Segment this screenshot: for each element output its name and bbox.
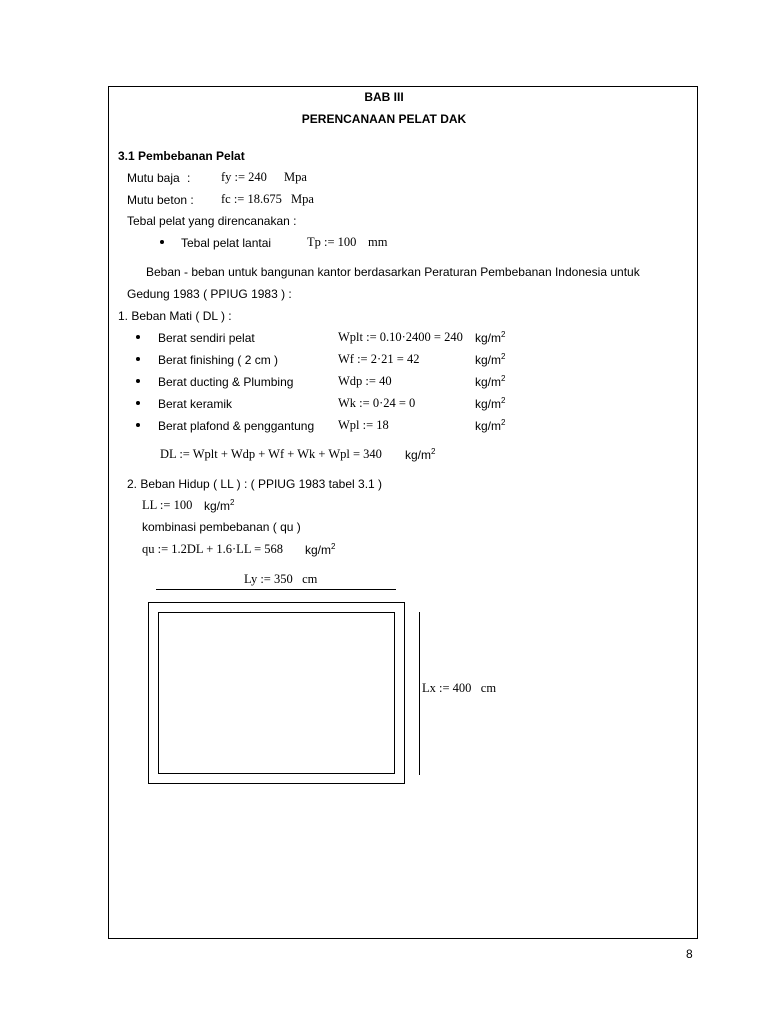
dead-load-title: 1. Beban Mati ( DL ) :	[118, 309, 232, 323]
dead-load-total-formula: DL := Wplt + Wdp + Wf + Wk + Wpl = 340	[160, 447, 382, 461]
dead-load-item-unit: $kg/m^2$	[475, 374, 506, 389]
dead-load-item-unit: $kg/m^2$	[475, 418, 506, 433]
lx-dimension-line	[419, 612, 420, 775]
thickness-unit: mm	[368, 235, 388, 249]
steel-formula: fy := 240	[221, 170, 267, 184]
live-load-formula: LL := 100	[142, 498, 193, 512]
lx-dimension-label: Lx := 400 cm	[422, 681, 497, 695]
dead-load-item-unit: $kg/m^2$	[475, 352, 506, 367]
dead-load-item-label: Berat plafond & penggantung	[158, 419, 315, 433]
live-load-title: 2. Beban Hidup ( LL ) : ( PPIUG 1983 tabel 3.1 )	[127, 477, 383, 491]
steel-unit: Mpa	[284, 170, 307, 184]
dead-load-item-label: Berat keramik	[158, 397, 233, 411]
combination-unit: $kg/m^2$	[305, 542, 336, 557]
paragraph-line-1: Beban - beban untuk bangunan kantor berdasarkan Peraturan Pembebanan Indonesia untuk	[146, 265, 640, 279]
steel-colon: :	[187, 171, 191, 185]
dead-load-item-label: Berat ducting & Plumbing	[158, 375, 294, 389]
dead-load-item-label: Berat finishing ( 2 cm )	[158, 353, 279, 367]
dead-load-item-formula: Wpl := 18	[338, 418, 389, 432]
bullet-icon	[136, 357, 140, 361]
paragraph-line-2: Gedung 1983 ( PPIUG 1983 ) :	[127, 287, 292, 301]
page-number: 8	[686, 947, 693, 961]
bullet-icon	[136, 379, 140, 383]
chapter-title: PERENCANAAN PELAT DAK	[301, 112, 467, 126]
steel-label: Mutu baja	[127, 171, 180, 185]
combination-label: kombinasi pembebanan ( qu )	[142, 520, 301, 534]
combination-formula: qu := 1.2DL + 1.6·LL = 568	[142, 542, 284, 556]
dead-load-item-label: Berat sendiri pelat	[158, 331, 255, 345]
section-title: 3.1 Pembebanan Pelat	[118, 149, 245, 163]
dead-load-item-unit: $kg/m^2$	[475, 330, 506, 345]
dead-load-item-formula: Wplt := 0.10·2400 = 240	[338, 330, 463, 344]
dead-load-item-formula: Wf := 2·21 = 42	[338, 352, 420, 366]
dead-load-total-unit: $kg/m^2$	[405, 447, 436, 462]
thickness-formula: Tp := 100	[307, 235, 357, 249]
thickness-intro: Tebal pelat yang direncanakan :	[127, 214, 297, 228]
dead-load-item-formula: Wk := 0·24 = 0	[338, 396, 416, 410]
ly-dimension-label: Ly := 350 cm	[244, 572, 318, 586]
dead-load-item-formula: Wdp := 40	[338, 374, 392, 388]
chapter-heading: BAB III	[364, 90, 404, 104]
thickness-label: Tebal pelat lantai	[181, 236, 272, 250]
ly-dimension-line	[156, 589, 396, 590]
dead-load-item-unit: $kg/m^2$	[475, 396, 506, 411]
concrete-formula: fc := 18.675	[221, 192, 282, 206]
concrete-unit: Mpa	[291, 192, 314, 206]
bullet-icon	[136, 423, 140, 427]
bullet-icon	[136, 335, 140, 339]
slab-inner-outline	[158, 612, 395, 774]
live-load-unit: $kg/m^2$	[204, 498, 235, 513]
concrete-label: Mutu beton :	[127, 193, 194, 207]
bullet-icon	[136, 401, 140, 405]
bullet-icon	[160, 240, 164, 244]
